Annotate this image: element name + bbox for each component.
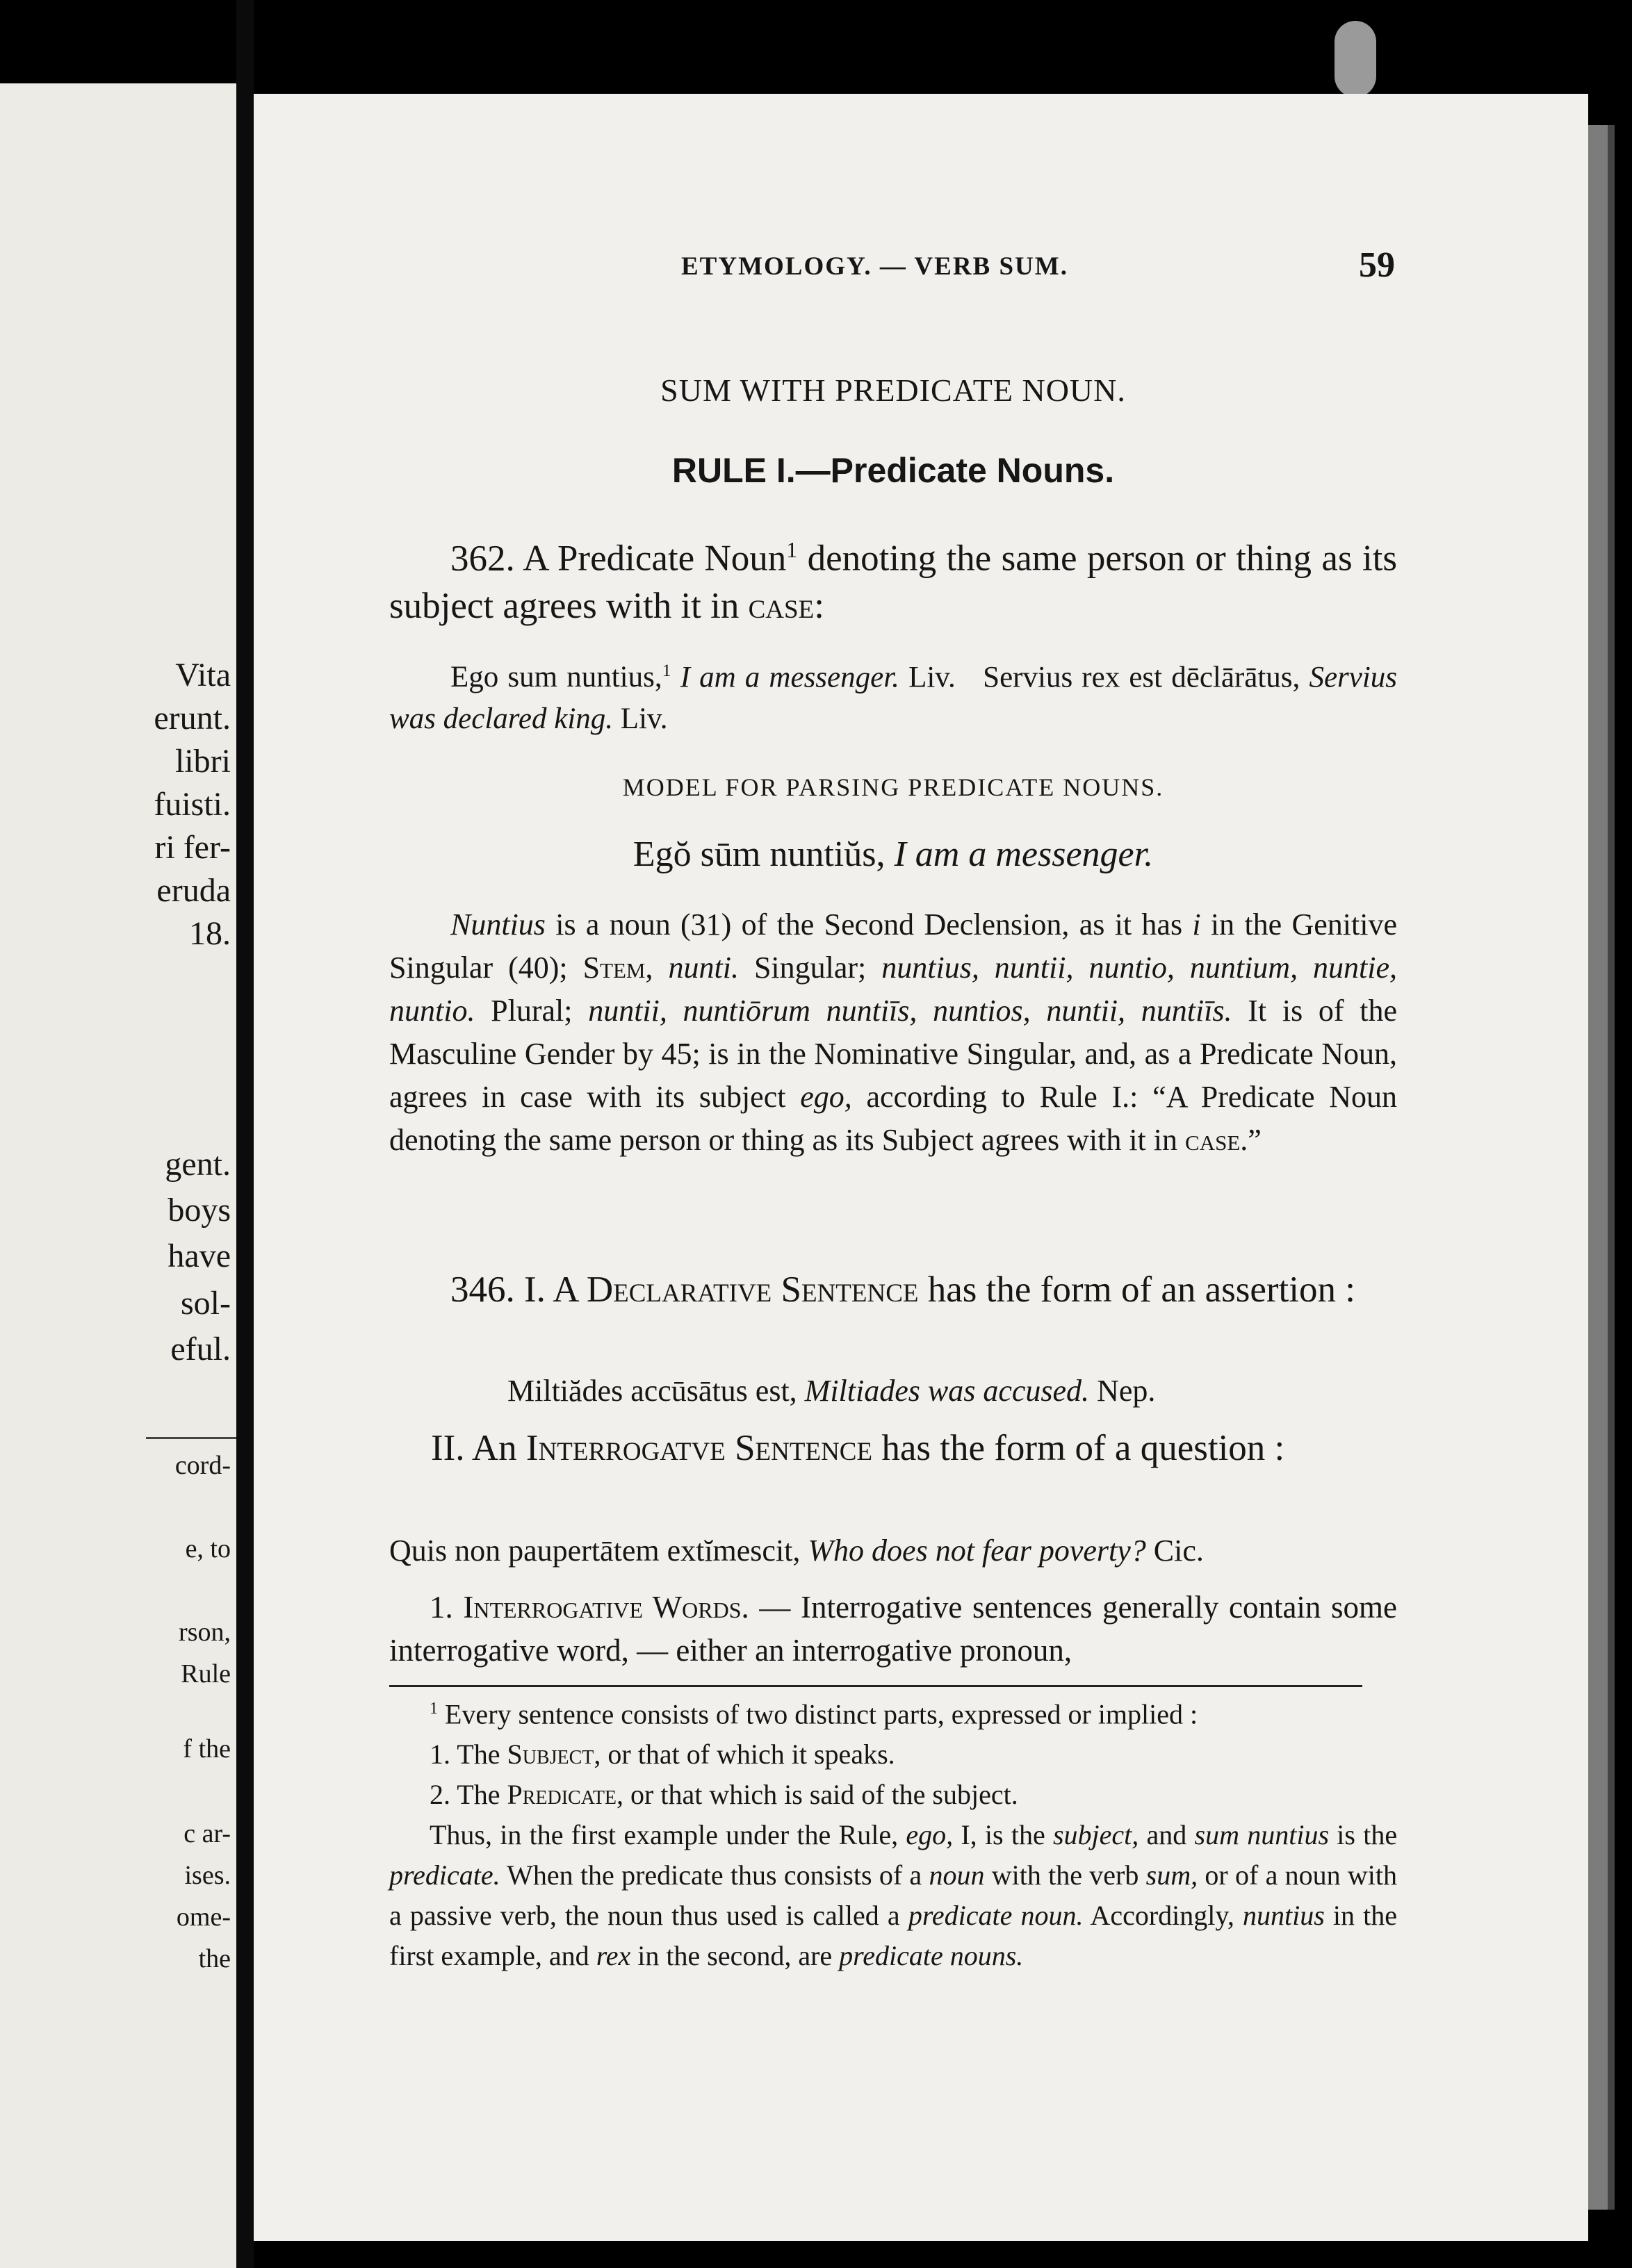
rule-362 [389, 527, 1397, 630]
example-1-latin: Ego sum nuntius, [450, 661, 662, 694]
rule-346 [389, 1266, 1397, 1313]
rule-346-ii-example [389, 1530, 1397, 1572]
declarative-example-source: Nep. [1097, 1374, 1156, 1408]
left-page-fragment-20: the [198, 1944, 231, 1973]
fn-ego: ego, [906, 1819, 954, 1851]
rule-346-text: has the form of an assertion : [927, 1269, 1355, 1310]
page-edge-dark [1608, 125, 1615, 2210]
footnote-item-2 [389, 1775, 1397, 1815]
left-page-fragment-0: Vita [175, 657, 231, 693]
footnote-marker: 1 [430, 1700, 438, 1718]
example-footnote-ref: 1 [662, 660, 671, 680]
parse-example-english: I am a messenger. [894, 835, 1154, 874]
scan-smudge [1335, 21, 1376, 97]
left-page-fragment-3: fuisti. [154, 786, 231, 823]
declarative-example-english: Miltiades was accused. [804, 1374, 1090, 1408]
left-page-fragment-18: ises. [184, 1861, 231, 1890]
footnote-item-1-text: or that of which it speaks. [607, 1739, 895, 1770]
rule-346-number: 346. [450, 1269, 515, 1310]
interrogative-words-number: 1. [430, 1590, 453, 1625]
fn-t2: I, is the [961, 1819, 1045, 1851]
rule-heading: RULE I.—Predicate Nouns. [671, 451, 1115, 490]
left-page-fragment-16: f the [183, 1734, 231, 1764]
left-page-fragment-7: gent. [165, 1146, 231, 1183]
left-page-fragment-4: ri fer- [154, 829, 231, 866]
fn-predicate: predicate. [389, 1859, 500, 1891]
case-word: case [748, 585, 815, 626]
left-page-fragment-5: eruda [156, 872, 231, 909]
interrogative-example-latin: Quis non paupertātem extĭmescit, [389, 1534, 801, 1568]
left-page-fragment-12: cord- [174, 1451, 231, 1480]
footnote-item-2-num: 2. The [430, 1779, 500, 1811]
footnote-item-2-text: or that which is said of the subject. [630, 1779, 1018, 1811]
parsed-word: Nuntius [450, 907, 546, 942]
section-title: SUM WITH PREDICATE NOUN. [660, 372, 1126, 408]
stem-value: nunti. [668, 951, 739, 985]
page-number: 59 [1359, 245, 1395, 285]
rule-362-text-b: denoting the same person or thing as its subject agrees with it in [389, 538, 1398, 626]
fn-noun: noun [929, 1859, 985, 1891]
rule-346-article: A [553, 1269, 578, 1310]
running-head: ETYMOLOGY. — VERB SUM. [681, 252, 1068, 281]
fn-sum-nuntius: sum nuntius [1194, 1819, 1330, 1851]
parsing-text-3: It is of the Masculine Gender by 45; is in the Nominative Singular, and, as a Predicate Noun, agrees in case with its subject [389, 994, 1397, 1114]
book-gutter [236, 0, 254, 2268]
left-page-fragment-8: boys [168, 1192, 231, 1228]
left-page-fragment-6: 18. [189, 915, 231, 952]
singular-label: Singular; [753, 951, 867, 985]
parsing-text-1: is a noun (31) of the Second Declension, as it has [555, 907, 1183, 942]
fn-predicate-nouns: predicate nouns. [839, 1940, 1024, 1972]
model-heading: MODEL FOR PARSING PREDICATE NOUNS. [622, 773, 1164, 801]
footnote-intro-text: Every sentence consists of two distinct parts, expressed or implied : [445, 1698, 1198, 1730]
left-page-fragment-1: erunt. [154, 700, 231, 737]
declarative-example-latin: Miltiădes accūsātus est, [507, 1374, 797, 1408]
example-1-english: I am a messenger. [680, 661, 899, 694]
parsing-text-5: .” [1240, 1123, 1262, 1157]
left-page-fragment-11: eful. [170, 1331, 231, 1367]
example-1-source: Liv. [908, 661, 956, 694]
footnote-explanation [389, 1815, 1397, 1976]
parse-example-latin: Egŏ sūm nuntiŭs, [633, 835, 886, 874]
left-page-fragment-17: c ar- [183, 1819, 231, 1848]
left-page-fragment-9: have [168, 1238, 231, 1274]
singular-forms: nuntius, nuntii, nuntio, nuntium, nuntie, nuntio. [389, 951, 1398, 1028]
fn-rex: rex [596, 1940, 631, 1972]
interrogative-words-text: — Interrogative sentences generally contain some interrogative word, — either an interrogative pronoun, [389, 1590, 1398, 1668]
example-2-source: Liv. [620, 702, 668, 736]
footnote-intro [389, 1688, 1397, 1734]
fn-t10: in the second, are [637, 1940, 833, 1972]
rule-ii-text: has the form of a question : [881, 1428, 1285, 1468]
fn-sum: sum, [1145, 1859, 1198, 1891]
parsing-model [389, 903, 1397, 1162]
rule-346-ii [389, 1424, 1397, 1472]
fn-nuntius: nuntius [1242, 1900, 1325, 1932]
footnote-rule [389, 1685, 1362, 1687]
parse-example [389, 834, 1397, 875]
left-page-fragment-15: Rule [181, 1659, 231, 1688]
fn-subject: subject, [1052, 1819, 1139, 1851]
left-page-fragment-2: libri [175, 743, 231, 780]
rule-362-end: : [814, 585, 824, 626]
fn-t1: Thus, in the first example under the Rule, [430, 1819, 899, 1851]
page-edge-shadow [1588, 125, 1608, 2210]
interrogative-words-term: Interrogative Words. [463, 1590, 749, 1625]
interrogative-words [389, 1586, 1397, 1672]
fn-t9: in the first example, and [389, 1900, 1398, 1972]
left-page-fragment-14: rson, [179, 1618, 231, 1647]
fn-t3: and [1146, 1819, 1187, 1851]
interrogative-example-english: Who does not fear poverty? [808, 1534, 1146, 1568]
rule-ii-roman: II. [431, 1428, 465, 1468]
subject-word: ego, [800, 1080, 852, 1114]
interrogative-term: Interrogatve Sentence [525, 1428, 873, 1468]
rule-362-examples [389, 650, 1397, 740]
fn-t7: or of a noun with a passive verb, the noun thus used is called a [389, 1859, 1398, 1932]
rule-ii-article: An [471, 1428, 517, 1468]
rule-362-number: 362. [450, 538, 515, 579]
left-page-fragment-19: ome- [176, 1903, 231, 1932]
parsing-text-4: according to Rule I.: “A Predicate Noun denoting the same person or thing as its Subject agrees with it in [389, 1080, 1397, 1157]
left-footnote-rule [146, 1437, 236, 1439]
plural-label: Plural; [491, 994, 573, 1028]
fn-predicate-noun: predicate noun. [908, 1900, 1084, 1932]
stem-label: Stem, [582, 951, 653, 985]
predicate-term: Predicate, [507, 1779, 624, 1811]
fn-t5: When the predicate thus consists of a [507, 1859, 922, 1891]
fn-t6: with the verb [991, 1859, 1139, 1891]
subject-term: Subject, [507, 1739, 601, 1770]
footnote-ref: 1 [786, 538, 798, 562]
left-page-fragment-13: e, to [185, 1534, 231, 1563]
parsing-case-word: case [1185, 1123, 1241, 1157]
fn-t8: Accordingly, [1090, 1900, 1234, 1932]
example-2-latin: Servius rex est dēclārātus, [983, 661, 1300, 694]
left-page-fragment-10: sol- [181, 1285, 231, 1322]
plural-forms: nuntii, nuntiōrum nuntiīs, nuntios, nuntii, nuntiīs. [588, 994, 1232, 1028]
footnote-item-1 [389, 1734, 1397, 1775]
rule-362-text-a: A Predicate Noun [523, 538, 787, 579]
fn-t4: is the [1337, 1819, 1398, 1851]
example-2-english: Servius was declared king. [389, 661, 1398, 736]
rule-346-example [389, 1370, 1515, 1412]
declarative-term: Declarative Sentence [586, 1269, 919, 1310]
parsing-text-2: in the Genitive Singular (40); [389, 907, 1398, 985]
rule-346-roman: I. [524, 1269, 546, 1310]
interrogative-example-source: Cic. [1153, 1534, 1204, 1568]
footnote-item-1-num: 1. The [430, 1739, 500, 1770]
stem-letter: i [1192, 907, 1201, 942]
footnote [389, 1688, 1397, 1976]
